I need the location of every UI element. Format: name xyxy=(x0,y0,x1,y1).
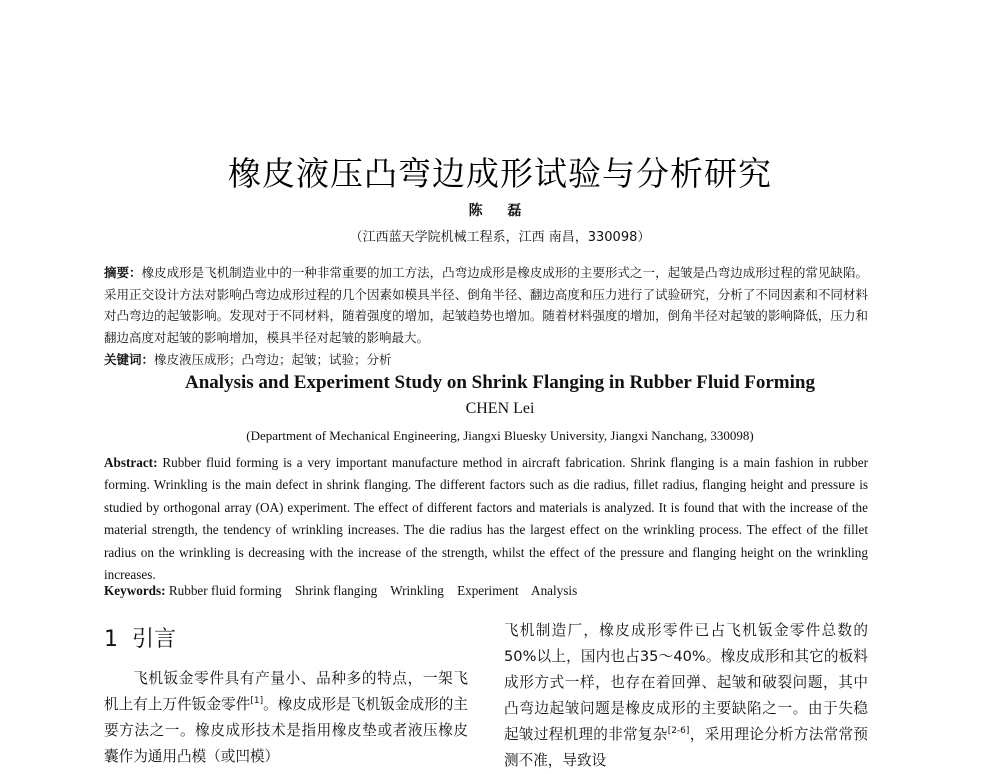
body-column-right xyxy=(504,618,868,774)
english-keywords-text: Rubber fluid forming Shrink flanging Wrinkling Experiment Analysis xyxy=(168,583,578,598)
english-affiliation: (Department of Mechanical Engineering, Jiangxi Bluesky University, Jiangxi Nanchang, 330098) xyxy=(246,428,754,443)
english-abstract-text: Rubber fluid forming is a very important manufacture method in aircraft fabrication. Shrink flanging is a main fashion in rubber forming. Wrinkling is the main defect in shrink flanging. The different factors such as die radius, fillet radius, flanging height and pressure is studied by orthogonal array (OA) experiment. The effect of different factors and materials is analyzed. It is found that with the increase of the material strength, the tendency of wrinkling increases. The die radius has the largest effect on the wrinkling process. The effect of the fillet radius on the wrinkling is decreasing with the increase of the strength, whilst the effect of the pressure and flanging height on the wrinkling increases. xyxy=(104,455,868,583)
body-right-text-1: 飞机制造厂，橡皮成形零件已占飞机钣金零件总数的50%以上，国内也占35～40%。橡皮成形和其它的板料成形方式一样，也存在着回弹、起皱和破裂问题，其中凸弯边起皱问题是橡皮成形的主要缺陷之一。由于失稳起皱过程机理的非常复杂 xyxy=(504,622,868,743)
body-right-text-2: ，采用理论分析方法常常预测不准，导致设 xyxy=(504,726,868,769)
section-number: 1 xyxy=(104,627,118,652)
chinese-author: 陈 磊 xyxy=(468,203,532,219)
chinese-abstract xyxy=(104,262,868,348)
section-title: 引言 xyxy=(132,627,177,652)
chinese-keywords-text: 橡皮液压成形；凸弯边；起皱；试验；分析 xyxy=(154,352,392,367)
english-keywords xyxy=(104,581,868,601)
chinese-title: 橡皮液压凸弯边成形试验与分析研究 xyxy=(228,154,772,193)
body-left-text-1: 飞机钣金零件具有产量小、品种多的特点，一架飞机上有上万件钣金零件 xyxy=(104,670,468,713)
english-abstract xyxy=(104,452,868,586)
english-abstract-label: Abstract: xyxy=(104,455,158,470)
chinese-affiliation: （江西蓝天学院机械工程系，江西 南昌，330098） xyxy=(349,230,651,245)
english-keywords-label: Keywords: xyxy=(104,583,166,598)
section-heading xyxy=(104,622,484,653)
body-column-left xyxy=(104,666,468,770)
chinese-abstract-label: 摘要： xyxy=(104,265,142,280)
chinese-abstract-text: 橡皮成形是飞机制造业中的一种非常重要的加工方法，凸弯边成形是橡皮成形的主要形式之一，起皱是凸弯边成形过程的常见缺陷。采用正交设计方法对影响凸弯边成形过程的几个因素如模具半径、倒角半径、翻边高度和压力进行了试验研究，分析了不同因素和不同材料对凸弯边的起皱影响。发现对于不同材料，随着强度的增加，起皱趋势也增加。随着材料强度的增加，倒角半径对起皱的影响降低，压力和翻边高度对起皱的影响增加，模具半径对起皱的影响最大。 xyxy=(104,265,868,345)
english-title: Analysis and Experiment Study on Shrink Flanging in Rubber Fluid Forming xyxy=(185,372,815,393)
chinese-keywords-label: 关键词： xyxy=(104,352,155,367)
body-left-text-2: 。橡皮成形是飞机钣金成形的主要方法之一。橡皮成形技术是指用橡皮垫或者液压橡皮囊作为通用凸模（或凹模） xyxy=(104,696,468,765)
chinese-keywords xyxy=(104,349,868,371)
english-author: CHEN Lei xyxy=(465,400,535,417)
citation-ref-2-6: [2-6] xyxy=(667,726,690,737)
citation-ref-1: [1] xyxy=(250,696,264,707)
